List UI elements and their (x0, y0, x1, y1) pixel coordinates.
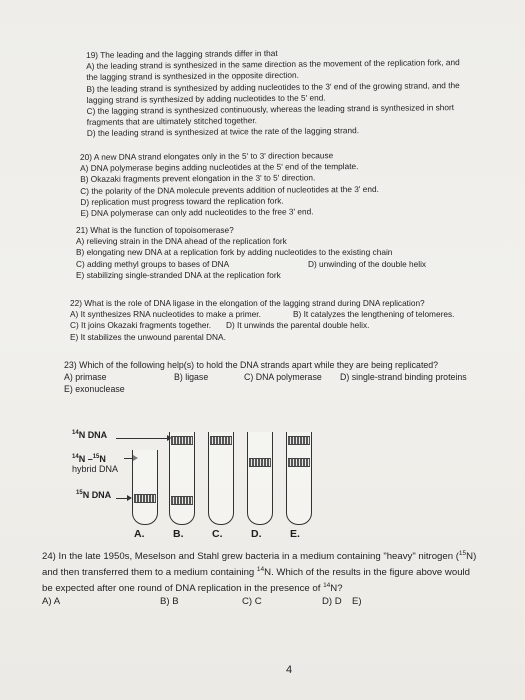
tube-b-band-light (171, 436, 193, 445)
q23-option-c: C) DNA polymerase (244, 371, 322, 382)
q22-option-a: A) It synthesizes RNA nucleotides to make a primer. (70, 309, 261, 320)
q24-options (42, 596, 476, 609)
tube-b (169, 432, 195, 525)
tube-letter-b: B. (173, 528, 184, 540)
label-15n-dna: $^{15}$N DNA (76, 490, 112, 500)
tube-e (286, 432, 312, 525)
q23-row-abcd (64, 372, 467, 384)
question-24 (42, 548, 476, 609)
q20-option-a: A) DNA polymerase begins adding nucleotides at the 5' end of the template. (80, 161, 359, 174)
question-21 (76, 225, 426, 281)
tube-letter-c: C. (212, 528, 223, 540)
question-19 (86, 46, 460, 140)
tube-letter-a: A. (134, 528, 145, 540)
q20-option-c: C) the polarity of the DNA molecule prevents addition of nucleotides at the 3' end. (80, 183, 379, 196)
tube-c (208, 432, 234, 525)
q19-stem: 19) The leading and the lagging strands differ in that (86, 47, 278, 60)
q24-line-3: be expected after one round of DNA replication in the presence of $^{14}$N? (42, 581, 343, 595)
q24-option-a: A) A (42, 595, 61, 607)
tube-b-band-heavy (171, 496, 193, 505)
q20-stem: 20) A new DNA strand elongates only in the 5' to 3' direction because (80, 150, 334, 162)
q21-option-b: B) elongating new DNA at a replication fork by adding nucleotides to the existing chain (76, 247, 393, 258)
tube-letter-d: D. (251, 528, 262, 540)
tube-a-band-heavy (134, 494, 156, 503)
q21-option-c: C) adding methyl groups to bases of DNA (76, 258, 230, 269)
q22-option-e: E) It stabilizes the unwound parental DNA. (70, 331, 226, 342)
tube-a (132, 450, 158, 525)
tube-d-band-hybrid (249, 458, 271, 467)
question-23 (64, 360, 467, 395)
page-number: 4 (286, 664, 293, 676)
q22-option-b: B) It catalyzes the lengthening of telomeres. (293, 309, 455, 320)
q19-option-b: B) the leading strand is synthesized by adding nucleotides to the 3' end of the growing strand, and the (86, 79, 460, 94)
q22-row-cd (70, 320, 454, 331)
q21-row-cd (76, 259, 426, 270)
q20-option-d: D) replication must progress toward the replication fork. (80, 195, 284, 207)
q24-option-c: C) C (242, 595, 262, 607)
tube-d (247, 432, 273, 525)
q23-option-e: E) exonuclease (64, 383, 125, 394)
q21-option-e: E) stabilizing single-stranded DNA at the replication fork (76, 269, 281, 280)
tube-e-band-light (288, 436, 310, 445)
q19-option-d: D) the leading strand is synthesized at twice the rate of the lagging strand. (86, 125, 360, 139)
question-20 (80, 150, 379, 219)
centrifuge-tubes-figure (60, 428, 360, 540)
label-14n-dna: $^{14}$N DNA (72, 430, 108, 440)
q23-option-b: B) ligase (174, 371, 209, 382)
q19-option-b-cont: lagging strand is synthesized by adding nucleotides to the 5' end. (86, 92, 326, 105)
tube-letter-e: E. (290, 528, 300, 540)
arrow-15n (116, 498, 128, 499)
q22-option-c: C) It joins Okazaki fragments together. (70, 320, 212, 331)
q24-option-e: E) (352, 595, 362, 607)
q24-option-b: B) B (160, 595, 179, 607)
question-22 (70, 298, 454, 343)
tube-c-band-light (210, 436, 232, 445)
q21-option-a: A) relieving strain in the DNA ahead of the replication fork (76, 236, 287, 247)
q24-line-2: and then transferred them to a medium containing $^{14}$N. Which of the results in the figure above would (42, 565, 470, 579)
q24-line-1: 24) In the late 1950s, Meselson and Stahl grew bacteria in a medium containing "heavy" nitrogen ($^{15}$N) (42, 550, 477, 563)
q20-option-b: B) Okazaki fragments prevent elongation in the 3' to 5' direction. (80, 172, 316, 185)
q23-option-a: A) primase (64, 371, 107, 382)
q19-option-c-cont: fragments that are ultimately stitched together. (86, 115, 257, 128)
q23-stem: 23) Which of the following help(s) to hold the DNA strands apart while they are being replicated? (64, 360, 439, 370)
q21-option-d: D) unwinding of the double helix (308, 258, 427, 269)
q22-option-d: D) It unwinds the parental double helix. (226, 320, 370, 331)
q19-option-a-cont: the lagging strand is synthesized in the opposite direction. (86, 70, 299, 83)
q22-stem: 22) What is the role of DNA ligase in the elongation of the lagging strand during DNA replication? (70, 298, 425, 308)
label-hybrid-dna: $^{14}$N –$^{15}$N hybrid DNA (72, 454, 119, 474)
q24-option-d: D) D (322, 595, 342, 607)
q22-row-ab (70, 309, 454, 320)
q21-stem: 21) What is the function of topoisomerase? (76, 225, 234, 235)
q19-option-a: A) the leading strand is synthesized in the same direction as the movement of the replication fork, and (86, 57, 460, 72)
q20-option-e: E) DNA polymerase can only add nucleotides to the free 3' end. (80, 206, 314, 219)
arrow-14n (116, 438, 168, 439)
q19-option-c: C) the lagging strand is synthesized continuously, whereas the leading strand is synthesized in short (86, 102, 455, 117)
tube-e-band-hybrid (288, 458, 310, 467)
q23-option-d: D) single-strand binding proteins (340, 371, 467, 382)
